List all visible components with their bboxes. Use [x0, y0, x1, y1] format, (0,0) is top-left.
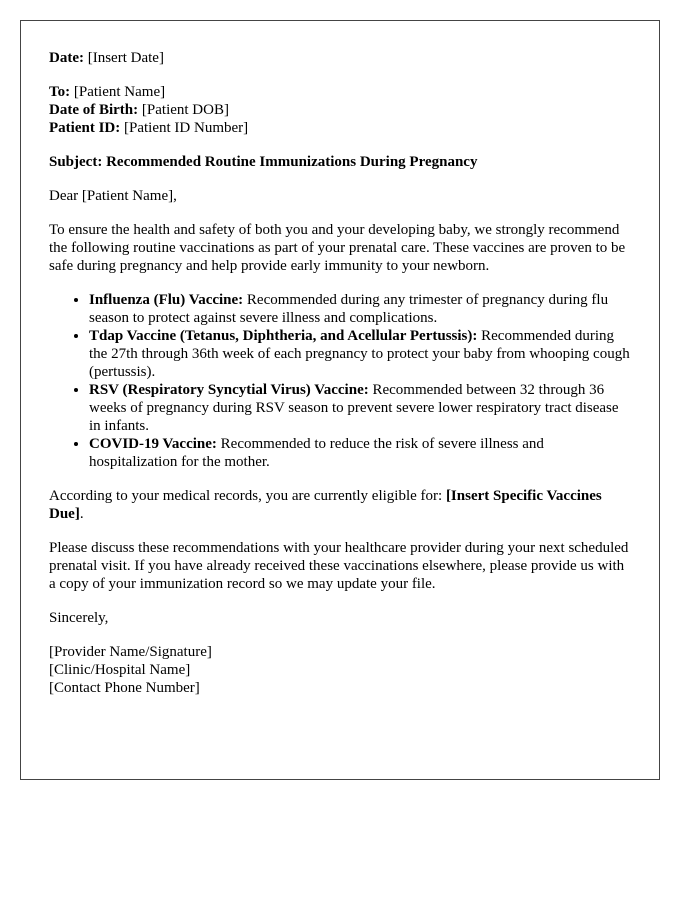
date-line — [49, 49, 631, 67]
signoff: Sincerely, — [49, 610, 109, 626]
list-item — [89, 435, 631, 471]
vaccine-description: Recommended between 32 through 36 weeks of pregnancy during RSV season to prevent severe lower respiratory tract disease in infants. — [89, 382, 619, 434]
list-item — [89, 327, 631, 381]
eligibility-placeholder: [Insert Specific Vaccines Due] — [49, 488, 602, 522]
signature-block — [49, 643, 631, 697]
closing-paragraph: Please discuss these recommendations with your healthcare provider during your next scheduled prenatal visit. If you have already received these vaccinations elsewhere, please provide us with a copy of your immunization record so we may update your file. — [49, 540, 629, 592]
vaccine-name: Influenza (Flu) Vaccine: — [89, 292, 244, 308]
to-value: [Patient Name] — [73, 84, 166, 100]
list-item — [89, 291, 631, 327]
eligibility-text: According to your medical records, you are currently eligible for: — [49, 488, 446, 504]
to-label: To: — [49, 84, 71, 100]
intro-paragraph: To ensure the health and safety of both you and your developing baby, we strongly recommend the following routine vaccinations as part of your prenatal care. These vaccines are proven to be safe during pregnancy and help provide early immunity to your newborn. — [49, 222, 626, 274]
contact-phone: [Contact Phone Number] — [49, 680, 200, 696]
provider-name: [Provider Name/Signature] — [49, 644, 212, 660]
vaccine-name: Tdap Vaccine (Tetanus, Diphtheria, and Acellular Pertussis): — [89, 328, 478, 344]
eligibility-end: . — [79, 506, 84, 522]
eligibility-paragraph — [49, 487, 631, 523]
date-value: [Insert Date] — [87, 50, 164, 66]
vaccine-description: Recommended during any trimester of pregnancy during flu season to protect against severe illness and complications. — [89, 292, 609, 326]
patient-id-value: [Patient ID Number] — [124, 120, 249, 136]
vaccine-description: Recommended during the 27th through 36th week of each pregnancy to protect your baby from whooping cough (pertussis). — [89, 328, 630, 380]
dob-line — [49, 101, 631, 119]
dob-label: Date of Birth: — [49, 102, 139, 118]
to-line — [49, 83, 631, 101]
subject-text: Subject: Recommended Routine Immunizations During Pregnancy — [49, 154, 478, 170]
list-item — [89, 381, 631, 435]
recipient-block — [49, 83, 631, 137]
date-label: Date: — [49, 50, 84, 66]
vaccine-description: Recommended to reduce the risk of severe illness and hospitalization for the mother. — [89, 436, 544, 470]
subject-line — [49, 153, 631, 171]
patient-id-line — [49, 119, 631, 137]
vaccine-name: COVID-19 Vaccine: — [89, 436, 217, 452]
vaccine-list — [49, 291, 631, 471]
letter — [20, 20, 660, 780]
vaccine-name: RSV (Respiratory Syncytial Virus) Vaccine: — [89, 382, 369, 398]
clinic-name: [Clinic/Hospital Name] — [49, 662, 191, 678]
greeting: Dear [Patient Name], — [49, 188, 177, 204]
dob-value: [Patient DOB] — [141, 102, 229, 118]
patient-id-label: Patient ID: — [49, 120, 121, 136]
